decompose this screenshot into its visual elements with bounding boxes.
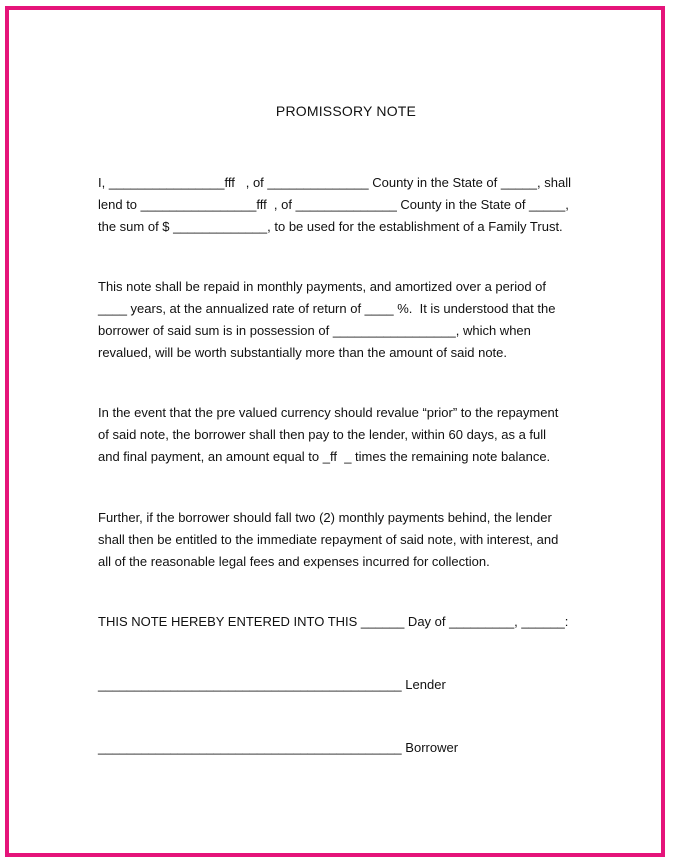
- document-title: PROMISSORY NOTE: [275, 103, 417, 119]
- borrower-signature-row: [98, 737, 458, 759]
- paragraph-line: Further, if the borrower should fall two (2) monthly payments behind, the lender: [98, 510, 552, 525]
- paragraph-line: the sum of $ _____________, to be used for the establishment of a Family Trust.: [98, 219, 563, 234]
- paragraph-line: of said note, the borrower shall then pay to the lender, within 60 days, as a full: [98, 427, 547, 442]
- paragraph-line: all of the reasonable legal fees and expenses incurred for collection.: [98, 554, 490, 569]
- paragraph-line: and final payment, an amount equal to _ff _ times the remaining note balance.: [98, 449, 551, 464]
- paragraph-line: I, ________________fff , of ______________ County in the State of _____, shall: [98, 175, 571, 190]
- borrower-label: Borrower: [405, 740, 459, 755]
- paragraph-line: borrower of said sum is in possession of _________________, which when: [98, 323, 531, 338]
- default-paragraph: [98, 507, 608, 573]
- borrower-signature-line: __________________________________________: [98, 740, 402, 755]
- document-frame: [5, 6, 665, 857]
- paragraph-line: revalued, will be worth substantially more than the amount of said note.: [98, 345, 508, 360]
- revaluation-paragraph: [98, 402, 608, 468]
- paragraph-line: In the event that the pre valued currency should revalue “prior” to the repayment: [98, 405, 559, 420]
- paragraph-line: ____ years, at the annualized rate of return of ____ %. It is understood that the: [98, 301, 556, 316]
- paragraph-line: shall then be entitled to the immediate repayment of said note, with interest, and: [98, 532, 559, 547]
- lender-label: Lender: [405, 677, 446, 692]
- lender-signature-row: [98, 674, 446, 696]
- parties-paragraph: [98, 172, 608, 238]
- entered-into-line: THIS NOTE HEREBY ENTERED INTO THIS ______ Day of _________, ______:: [98, 614, 569, 629]
- repayment-paragraph: [98, 276, 608, 364]
- lender-signature-line: __________________________________________: [98, 677, 402, 692]
- paragraph-line: This note shall be repaid in monthly payments, and amortized over a period of: [98, 279, 547, 294]
- paragraph-line: lend to ________________fff , of ______________ County in the State of _____,: [98, 197, 569, 212]
